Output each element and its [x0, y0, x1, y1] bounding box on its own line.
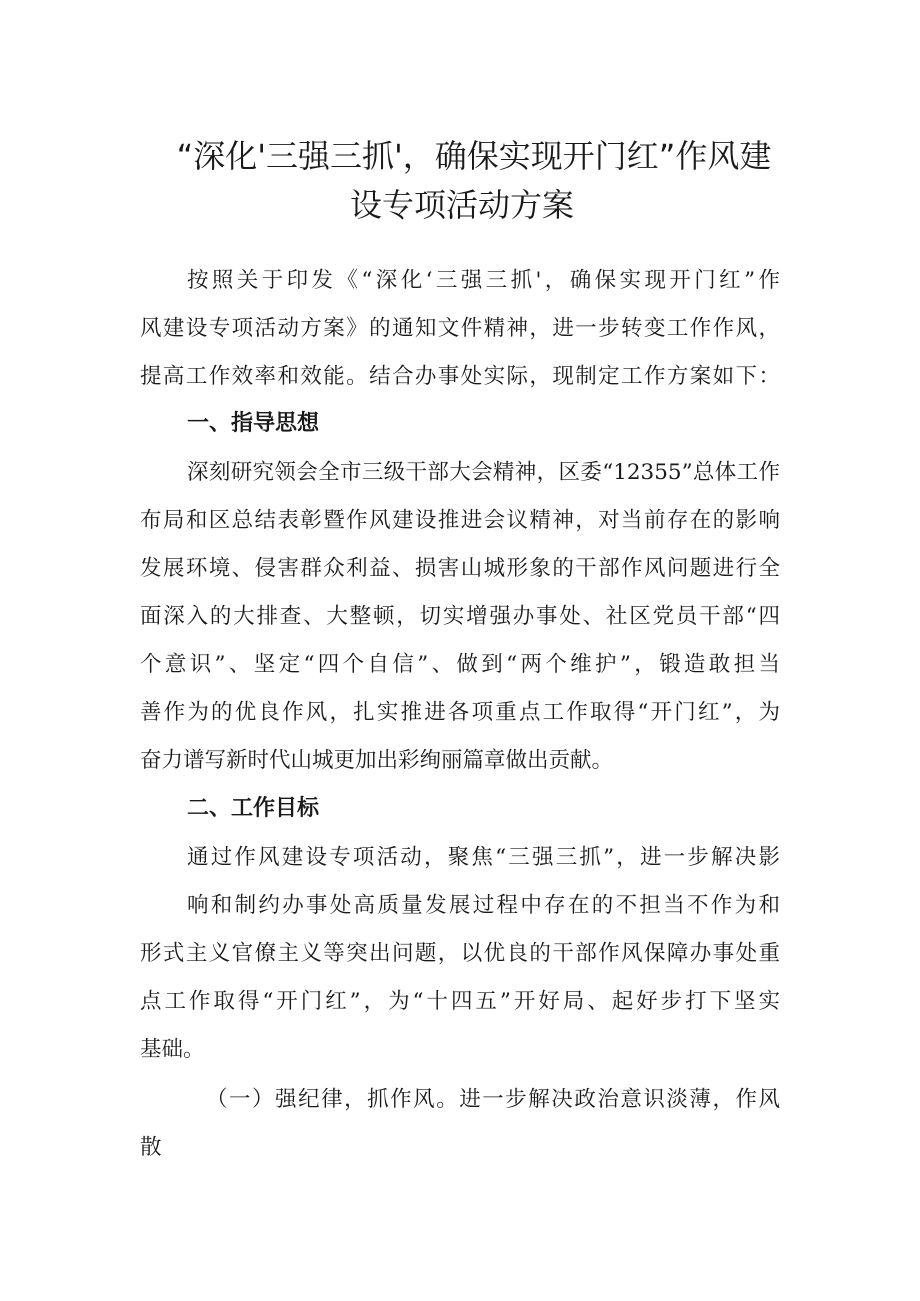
- section-2-line: 通过作风建设专项活动，聚焦“三强三抓”，进一步解决影: [187, 845, 780, 870]
- section-2-line: 形式主义官僚主义等突出问题，以优良的干部作风保障办事处重: [140, 941, 780, 966]
- section-2-line: 响和制约办事处高质量发展过程中存在的不担当不作为和: [187, 893, 780, 918]
- intro-line: 按照关于印发《“深化‘三强三抓'，确保实现开门红”作: [187, 268, 780, 293]
- section-1-line: 个意识”、坚定“四个自信”、做到“两个维护”，锻造敢担当: [140, 652, 780, 677]
- section-1-line: 深刻研究领会全市三级干部大会精神，区委“12355”总体工作: [187, 460, 780, 485]
- section-heading-work-goals: 二、工作目标: [187, 796, 320, 821]
- section-2-line: 点工作取得“开门红”，为“十四五”开好局、起好步打下坚实: [140, 989, 780, 1014]
- subsection-1-line: （一）强纪律，抓作风。进一步解决政治意识淡薄，作风: [206, 1087, 780, 1112]
- section-1-line: 面深入的大排查、大整顿，切实增强办事处、社区党员干部“四: [140, 604, 780, 629]
- section-heading-guiding-ideology: 一、指导思想: [187, 411, 320, 436]
- section-1-line: 布局和区总结表彰暨作风建设推进会议精神，对当前存在的影响: [140, 508, 780, 533]
- intro-line: 提高工作效率和效能。结合办事处实际，现制定工作方案如下：: [140, 364, 780, 389]
- section-1-line: 发展环境、侵害群众利益、损害山城形象的干部作风问题进行全: [140, 556, 780, 581]
- subsection-1-line: 散: [140, 1135, 162, 1160]
- section-1-line: 善作为的优良作风，扎实推进各项重点工作取得“开门红”，为: [140, 700, 780, 725]
- section-2-line: 基础。: [140, 1037, 205, 1062]
- section-1-line: 奋力谱写新时代山城更加出彩绚丽篇章做出贡献。: [140, 748, 614, 773]
- document-title-line-1: “深化'三强三抓'，确保实现开门红”作风建: [176, 137, 772, 175]
- document-title-line-2: 设专项活动方案: [349, 186, 574, 224]
- intro-line: 风建设专项活动方案》的通知文件精神，进一步转变工作作风，: [140, 316, 780, 341]
